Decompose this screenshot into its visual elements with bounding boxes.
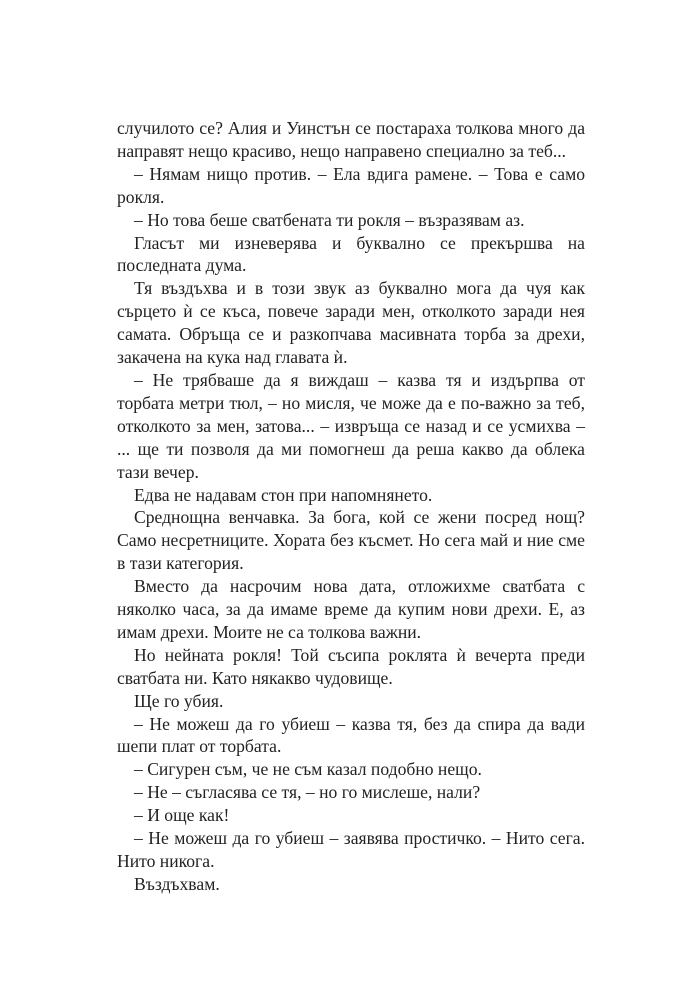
paragraph: Гласът ми изневерява и буквално се прекършва на последната дума. (117, 232, 585, 276)
paragraph: – Не трябваше да я виждаш – казва тя и издърпва от торбата метри тюл, – но мисля, че може да е по-важно за теб, отколкото за мен, затова... – извръща се назад и се усмихва – ... ще ти позволя да ми помогнеш да реша какво да облека тази вечер. (117, 369, 585, 482)
paragraph: Едва не надавам стон при напомнянето. (134, 484, 433, 505)
paragraph: Но нейната рокля! Той съсипа роклята ѝ вечерта преди сватбата ни. Като някакво чудовище. (117, 644, 585, 688)
paragraph: – Не – съгласява се тя, – но го мислеше, нали? (134, 782, 481, 803)
paragraph: – Сигурен съм, че не съм казал подобно нещо. (134, 759, 482, 780)
paragraph: – Не можеш да го убиеш – казва тя, без да спира да вади шепи плат от торбата. (117, 713, 585, 757)
body-text (117, 117, 585, 896)
paragraph: – Но това беше сватбената ти рокля – възразявам аз. (134, 209, 525, 230)
paragraph: Среднощна венчавка. За бога, кой се жени посред нощ? Само несретниците. Хората без късмет. Но сега май и ние сме в тази категория. (117, 507, 585, 574)
paragraph: Вместо да насрочим нова дата, отложихме сватбата с няколко часа, за да имаме време да купим нови дрехи. Е, аз имам дрехи. Моите не са толкова важни. (117, 576, 585, 642)
paragraph: Ще го убия. (134, 690, 224, 711)
paragraph: Въздъхвам. (134, 873, 220, 894)
paragraph: – И още как! (134, 805, 230, 826)
paragraph: – Не можеш да го убиеш – заявява простичко. – Нито сега. Нито никога. (117, 828, 585, 871)
paragraph: – Нямам нищо против. – Ела вдига рамене. – Това е само рокля. (117, 163, 585, 207)
paragraph: Тя въздъхва и в този звук аз буквално мога да чуя как сърцето ѝ се къса, повече заради мен, отколкото заради нея самата. Обръща се и разкопчава масивната торба за дрехи, закачена на кука над главата ѝ. (117, 278, 585, 368)
paragraph: случилото се? Алия и Уинстън се постараха толкова много да направят нещо красиво, нещо направено специално за теб... (117, 118, 585, 161)
